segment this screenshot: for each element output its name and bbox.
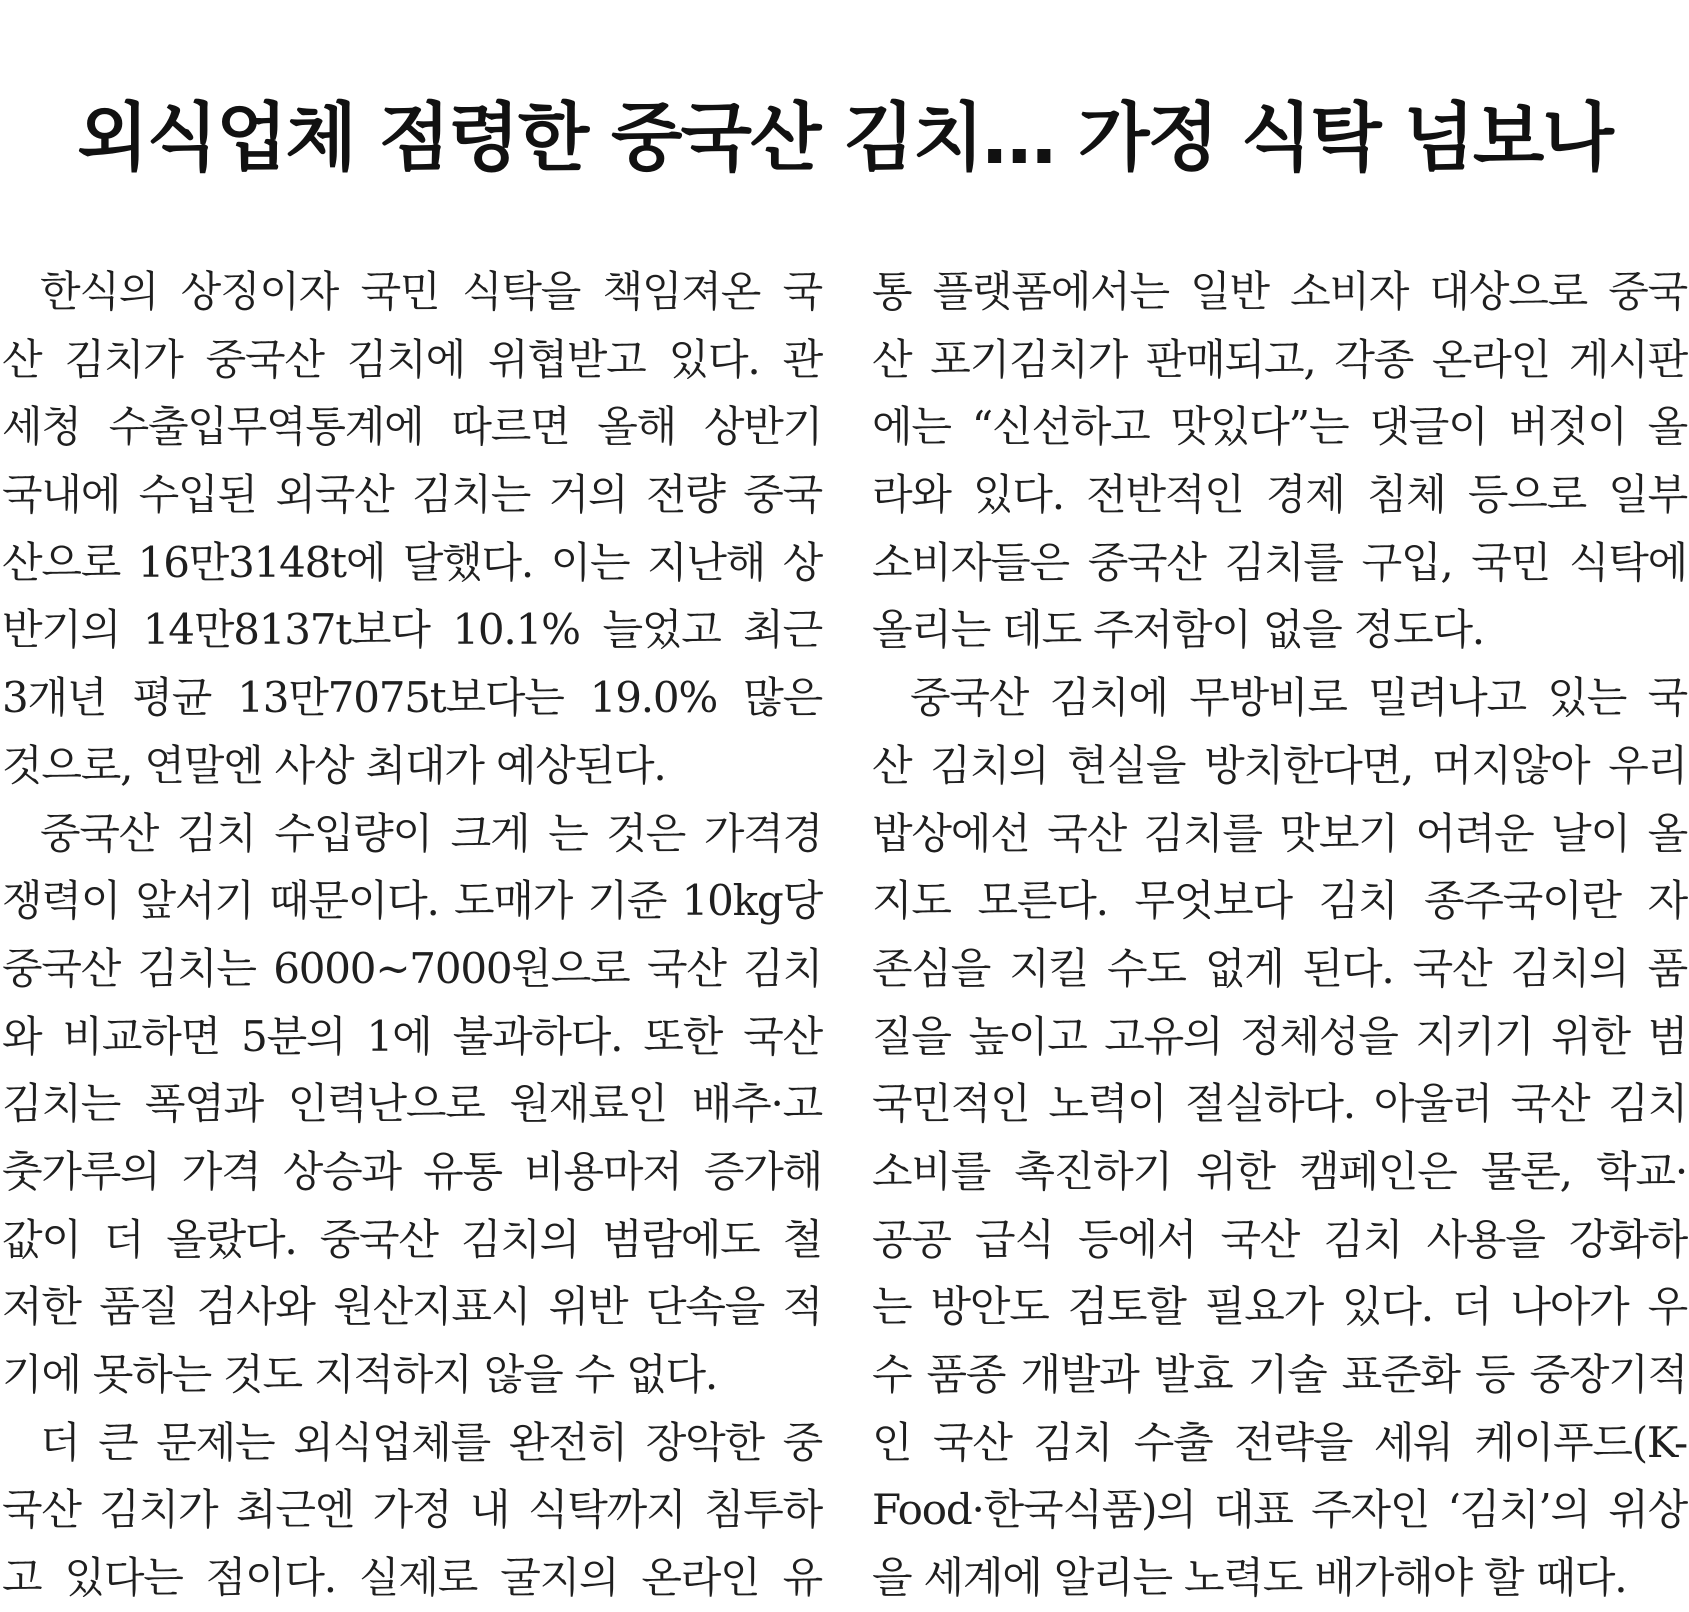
article-column-right: [872, 258, 1687, 1612]
article-text-line: 중국산 김치는 6000~7000원으로 국산 김치: [2, 943, 822, 993]
article-text-line: 인 국산 김치 수출 전략을 세워 케이푸드(K-: [872, 1417, 1687, 1467]
article-text-line: 값이 더 올랐다. 중국산 김치의 범람에도 철: [2, 1214, 822, 1264]
article-text-line: 한식의 상징이자 국민 식탁을 책임져온 국: [40, 267, 822, 316]
article-text-line: 지도 모른다. 무엇보다 김치 종주국이란 자: [872, 876, 1687, 926]
article-text-line: 더 큰 문제는 외식업체를 완전히 장악한 중: [40, 1417, 822, 1467]
article-headline: 외식업체 점령한 중국산 김치… 가정 식탁 넘보나: [77, 95, 1612, 181]
article-text-line: 을 세계에 알리는 노력도 배가해야 할 때다.: [872, 1553, 1627, 1603]
article-text-line: 올리는 데도 주저함이 없을 정도다.: [872, 605, 1484, 655]
article-text-line: 통 플랫폼에서는 일반 소비자 대상으로 중국: [872, 267, 1687, 316]
article-text-line: 산으로 16만3148t에 달했다. 이는 지난해 상: [2, 537, 822, 587]
article-text-line: 존심을 지킬 수도 없게 된다. 국산 김치의 품: [872, 943, 1687, 993]
article-text-line: 쟁력이 앞서기 때문이다. 도매가 기준 10kg당: [2, 876, 822, 926]
article-text-line: 김치는 폭염과 인력난으로 원재료인 배추·고: [2, 1079, 822, 1129]
article-text-line: 기에 못하는 것도 지적하지 않을 수 없다.: [2, 1350, 718, 1399]
article-text-line: 춧가루의 가격 상승과 유통 비용마저 증가해: [2, 1146, 822, 1196]
article-text-line: 국민적인 노력이 절실하다. 아울러 국산 김치: [872, 1079, 1687, 1129]
article-text-line: 국산 김치가 최근엔 가정 내 식탁까지 침투하: [2, 1485, 822, 1535]
article-text-line: 라와 있다. 전반적인 경제 침체 등으로 일부: [872, 470, 1687, 520]
article-text-line: 저한 품질 검사와 원산지표시 위반 단속을 적: [2, 1282, 822, 1332]
article-text-line: 에는 “신선하고 맛있다”는 댓글이 버젓이 올: [872, 402, 1687, 452]
article-text-line: 밥상에선 국산 김치를 맛보기 어려운 날이 올: [872, 808, 1687, 858]
article-text-line: Food·한국식품)의 대표 주자인 ‘김치’의 위상: [872, 1485, 1687, 1535]
article-text-line: 산 김치의 현실을 방치한다면, 머지않아 우리: [872, 740, 1687, 790]
article-text-line: 고 있다는 점이다. 실제로 굴지의 온라인 유: [2, 1553, 822, 1603]
article-text-line: 소비자들은 중국산 김치를 구입, 국민 식탁에: [872, 537, 1687, 587]
article-text-line: 소비를 촉진하기 위한 캠페인은 물론, 학교·: [872, 1146, 1687, 1196]
article-column-left: [2, 258, 822, 1612]
article-text-line: 와 비교하면 5분의 1에 불과하다. 또한 국산: [2, 1011, 822, 1061]
article-text-line: 3개년 평균 13만7075t보다는 19.0% 많은: [2, 673, 822, 723]
article-text-line: 국내에 수입된 외국산 김치는 거의 전량 중국: [2, 470, 822, 520]
article-text-line: 것으로, 연말엔 사상 최대가 예상된다.: [2, 740, 666, 790]
article-text-line: 는 방안도 검토할 필요가 있다. 더 나아가 우: [872, 1282, 1687, 1332]
article-text-line: 중국산 김치 수입량이 크게 는 것은 가격경: [40, 808, 822, 858]
article-text-line: 공공 급식 등에서 국산 김치 사용을 강화하: [872, 1214, 1687, 1264]
article-text-line: 세청 수출입무역통계에 따르면 올해 상반기: [2, 402, 822, 452]
article-text-line: 수 품종 개발과 발효 기술 표준화 등 중장기적: [872, 1350, 1687, 1399]
article-text-line: 중국산 김치에 무방비로 밀려나고 있는 국: [910, 673, 1687, 723]
article-text-line: 산 포기김치가 판매되고, 각종 온라인 게시판: [872, 334, 1687, 384]
article-text-line: 질을 높이고 고유의 정체성을 지키기 위한 범: [872, 1011, 1687, 1061]
article-text-line: 반기의 14만8137t보다 10.1% 늘었고 최근: [2, 605, 822, 655]
article-text-line: 산 김치가 중국산 김치에 위협받고 있다. 관: [2, 334, 822, 384]
